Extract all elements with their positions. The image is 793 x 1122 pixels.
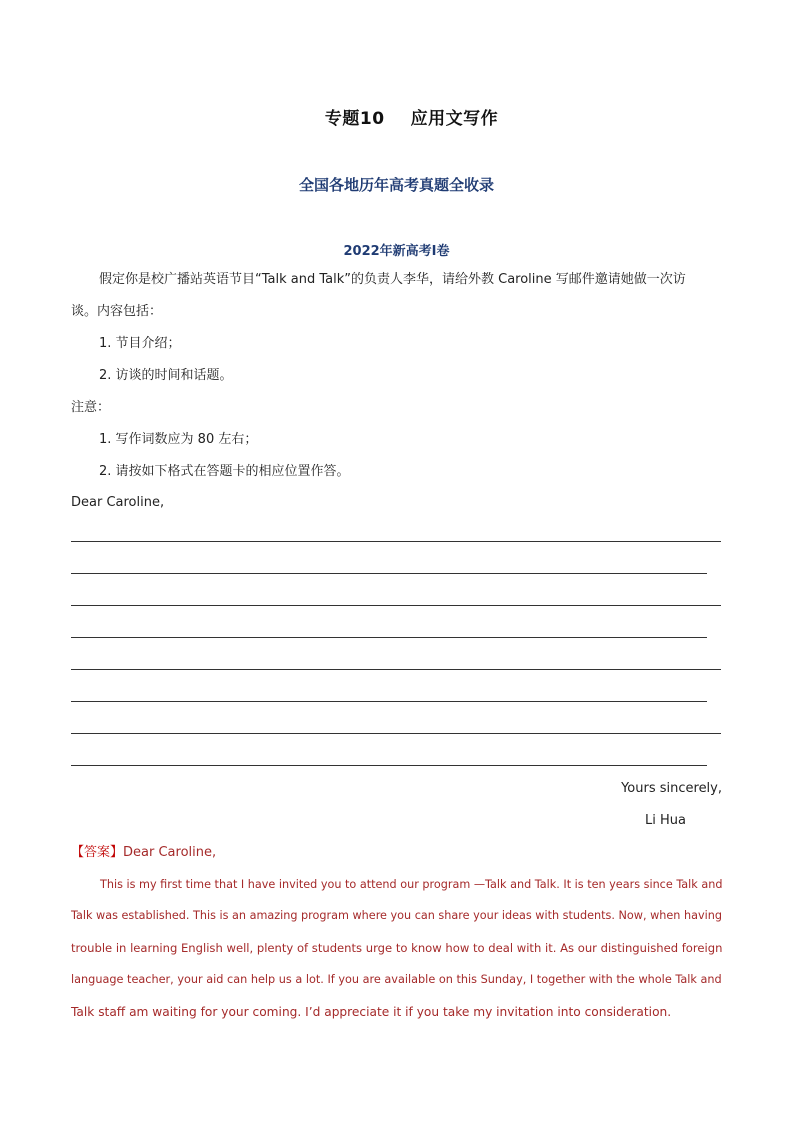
- content-item-2: 2. 访谈的时间和话题。: [99, 368, 233, 383]
- subtitle: 全国各地历年高考真题全收录: [298, 176, 494, 194]
- writing-line: [71, 701, 707, 702]
- answer-line-5: Talk staff am waiting for your coming. I’d appreciate it if you take my invitation into consideration.: [71, 1005, 672, 1019]
- exam-year-heading: 2022年新高考I卷: [343, 244, 450, 259]
- prompt-line-1: 假定你是校广播站英语节目“Talk and Talk”的负责人李华，请给外教 Caroline 写邮件邀请她做一次访: [99, 272, 686, 287]
- answer-line-3: trouble in learning English well, plenty of students urge to know how to deal with it. As our distinguished foreign: [71, 941, 723, 955]
- topic-number: 专题10: [324, 109, 385, 129]
- letter-signature: Li Hua: [645, 813, 686, 828]
- answer-line-1: This is my first time that I have invited you to attend our program —Talk and Talk. It is ten years since Talk and: [100, 878, 723, 891]
- writing-line: [71, 573, 707, 574]
- answer-greeting: Dear Caroline,: [123, 845, 217, 860]
- writing-line: [71, 605, 721, 606]
- answer-tag: 【答案】: [71, 845, 124, 860]
- topic-name: 应用文写作: [410, 109, 499, 129]
- page-title: [0, 104, 793, 129]
- note-item-2: 2. 请按如下格式在答题卡的相应位置作答。: [99, 464, 350, 479]
- writing-line: [71, 637, 707, 638]
- letter-closing: Yours sincerely,: [621, 781, 722, 796]
- answer-line-4: language teacher, your aid can help us a lot. If you are available on this Sunday, I together with the whole Talk and: [71, 973, 722, 986]
- answer-heading: [71, 845, 216, 861]
- content-item-1: 1. 节目介绍；: [99, 336, 181, 351]
- note-label: 注意：: [71, 400, 111, 415]
- writing-line: [71, 765, 707, 766]
- answer-line-2: Talk was established. This is an amazing program where you can share your ideas with students. Now, when having: [71, 909, 722, 922]
- writing-line: [71, 733, 721, 734]
- writing-line: [71, 669, 721, 670]
- letter-greeting: Dear Caroline,: [71, 495, 165, 510]
- prompt-line-2: 谈。内容包括：: [71, 304, 163, 319]
- writing-line: [71, 541, 721, 542]
- note-item-1: 1. 写作词数应为 80 左右；: [99, 432, 258, 447]
